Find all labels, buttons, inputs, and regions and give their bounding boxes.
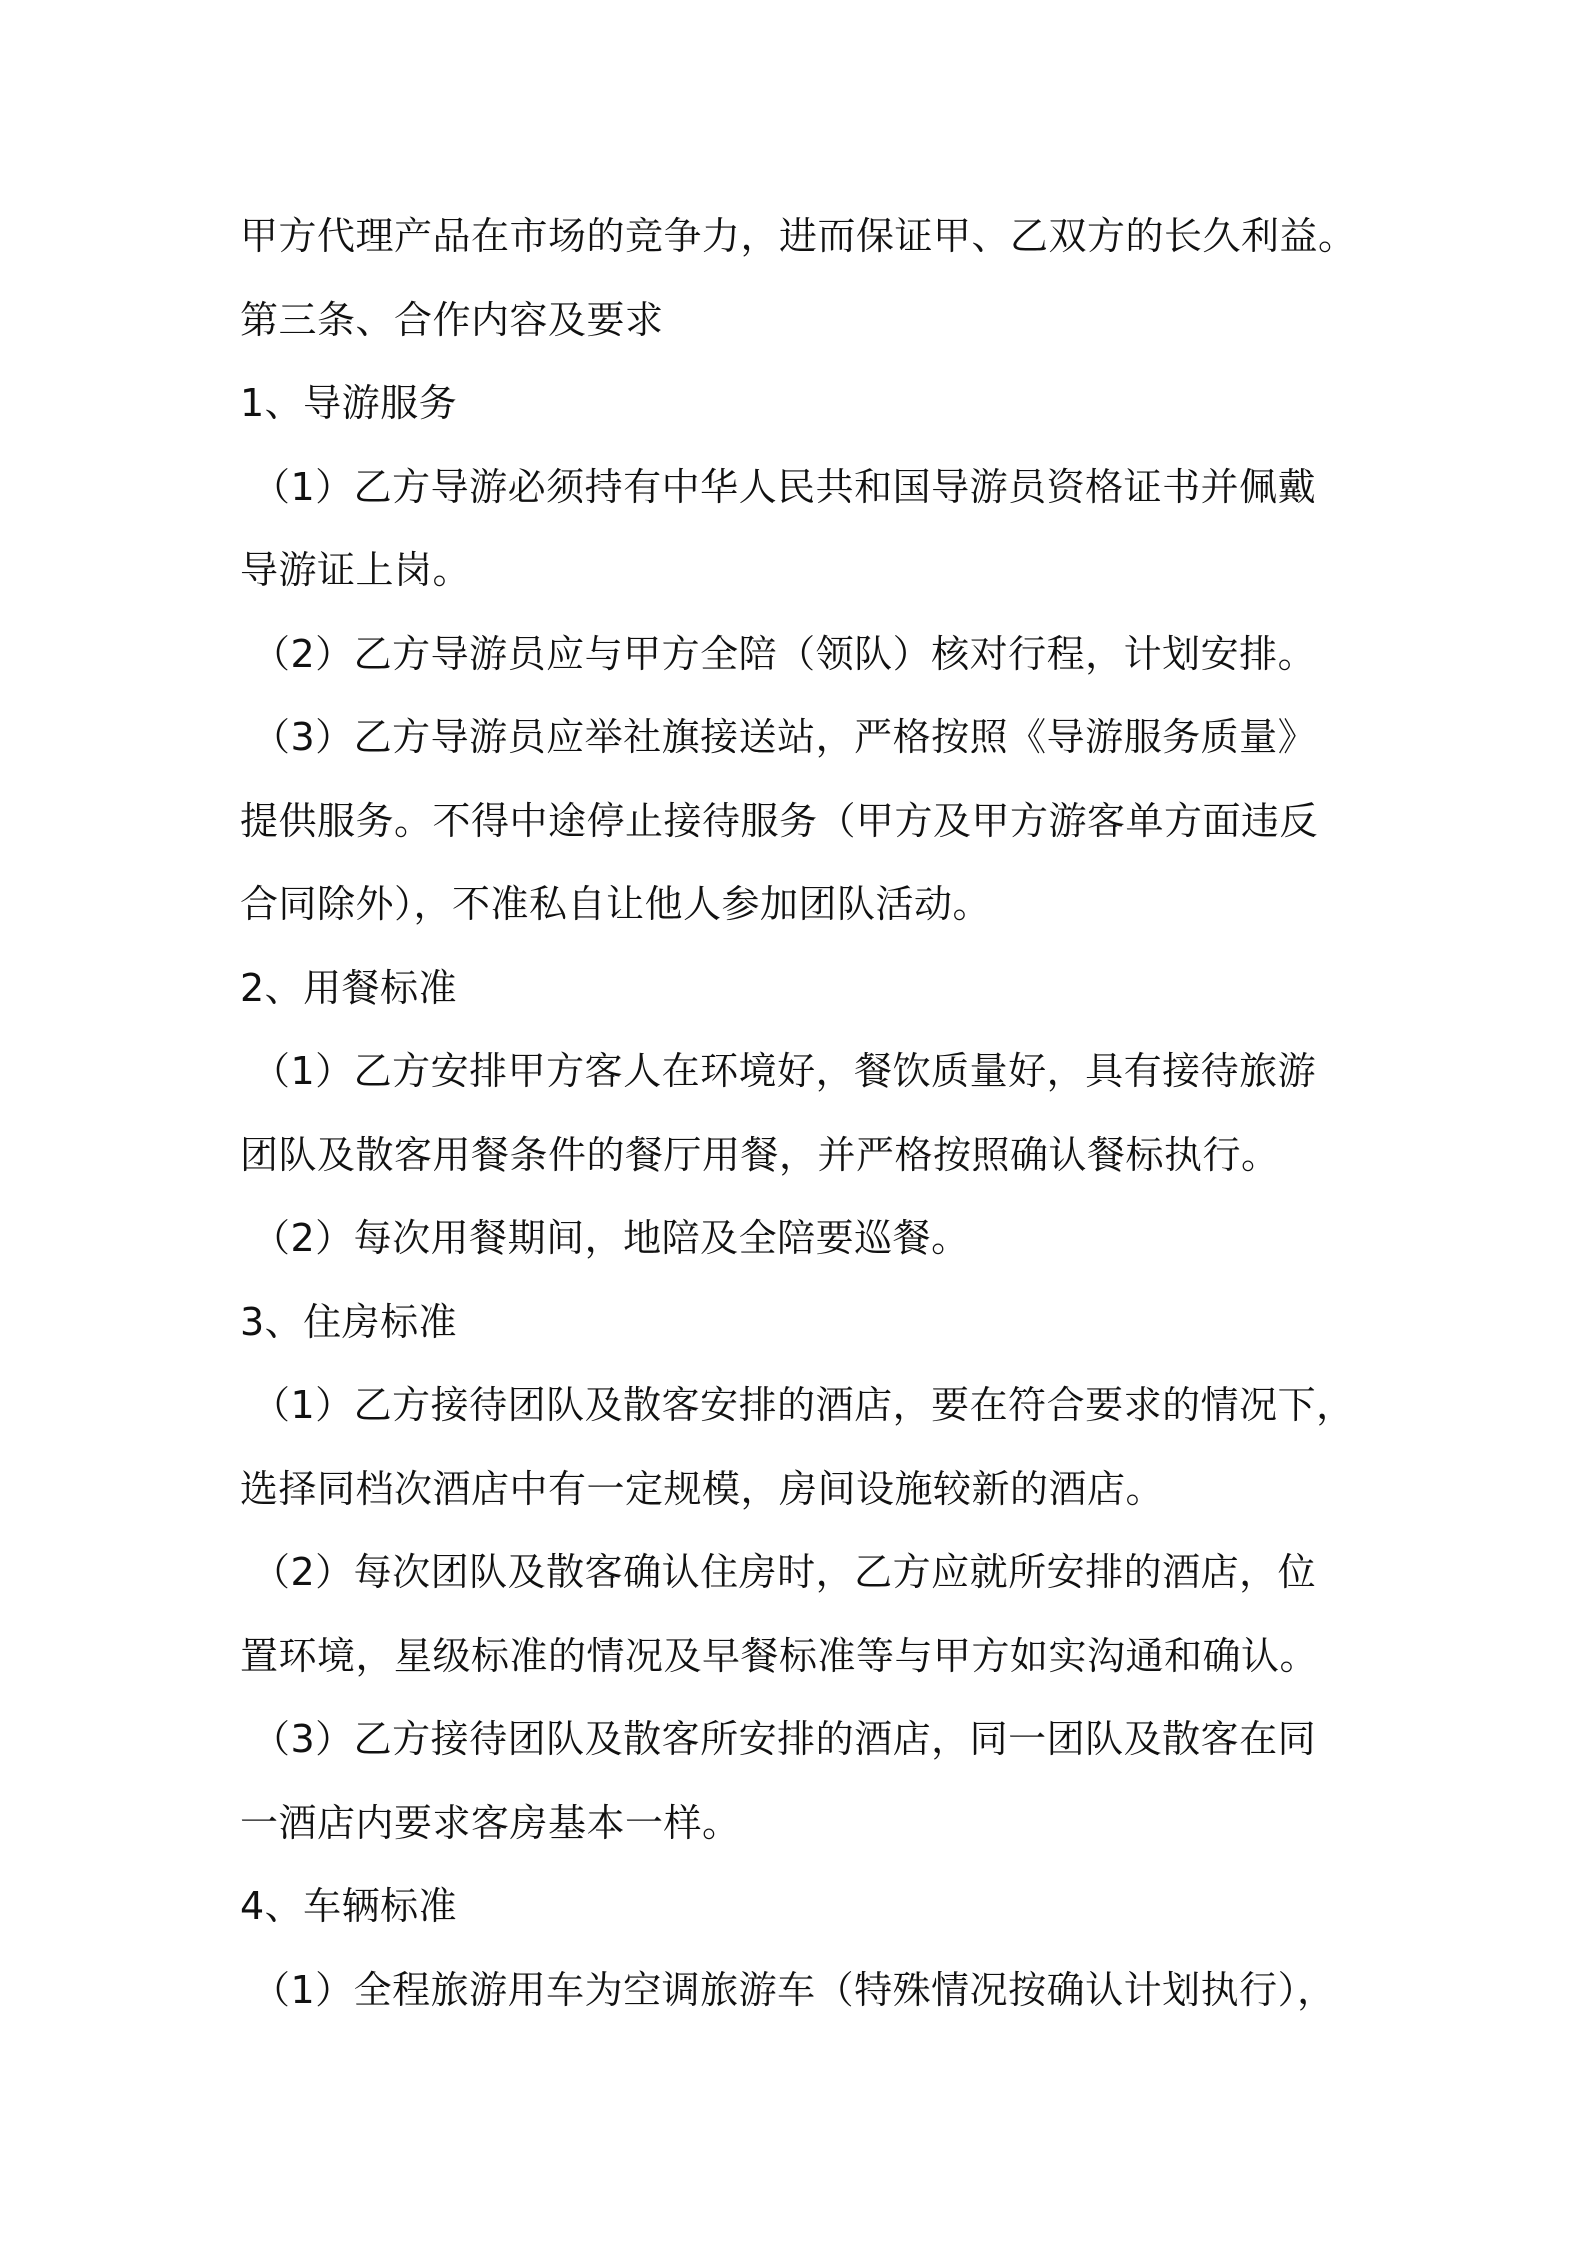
list-item: （3）乙方导游员应举社旗接送站，严格按照《导游服务质量》 xyxy=(252,715,1317,759)
list-item: （2）每次团队及散客确认住房时，乙方应就所安排的酒店，位 xyxy=(252,1550,1317,1594)
section-heading: 第三条、合作内容及要求 xyxy=(240,297,664,342)
text-line: 提供服务。不得中途停止接待服务（甲方及甲方游客单方面违反 xyxy=(240,798,1319,843)
subsection-heading: 3、住房标准 xyxy=(240,1299,458,1344)
text-line: 选择同档次酒店中有一定规模，房间设施较新的酒店。 xyxy=(240,1466,1165,1511)
text-line: 一酒店内要求客房基本一样。 xyxy=(240,1800,741,1845)
list-item: （1）乙方导游必须持有中华人民共和国导游员资格证书并佩戴 xyxy=(252,464,1317,509)
subsection-heading: 4、车辆标准 xyxy=(240,1884,458,1928)
list-item: （2）每次用餐期间，地陪及全陪要巡餐。 xyxy=(252,1216,970,1260)
list-item: （1）全程旅游用车为空调旅游车（特殊情况按确认计划执行）， xyxy=(252,1967,1336,2012)
subsection-heading: 2、用餐标准 xyxy=(240,965,458,1010)
text-line: 合同除外），不准私自让他人参加团队活动。 xyxy=(240,882,992,926)
list-item: （1）乙方安排甲方客人在环境好，餐饮质量好，具有接待旅游 xyxy=(252,1049,1317,1093)
text-line: 甲方代理产品在市场的竞争力，进而保证甲、乙双方的长久利益。 xyxy=(240,214,1357,258)
list-item: （1）乙方接待团队及散客安排的酒店，要在符合要求的情况下， xyxy=(252,1383,1355,1427)
text-line: 团队及散客用餐条件的餐厅用餐，并严格按照确认餐标执行。 xyxy=(240,1132,1280,1177)
list-item: （2）乙方导游员应与甲方全陪（领队）核对行程，计划安排。 xyxy=(252,631,1317,676)
list-item: （3）乙方接待团队及散客所安排的酒店，同一团队及散客在同 xyxy=(252,1717,1317,1761)
subsection-heading: 1、导游服务 xyxy=(240,381,458,425)
text-line: 置环境，星级标准的情况及早餐标准等与甲方如实沟通和确认。 xyxy=(240,1633,1319,1678)
text-line: 导游证上岗。 xyxy=(240,548,472,592)
document-body xyxy=(240,195,1370,2032)
